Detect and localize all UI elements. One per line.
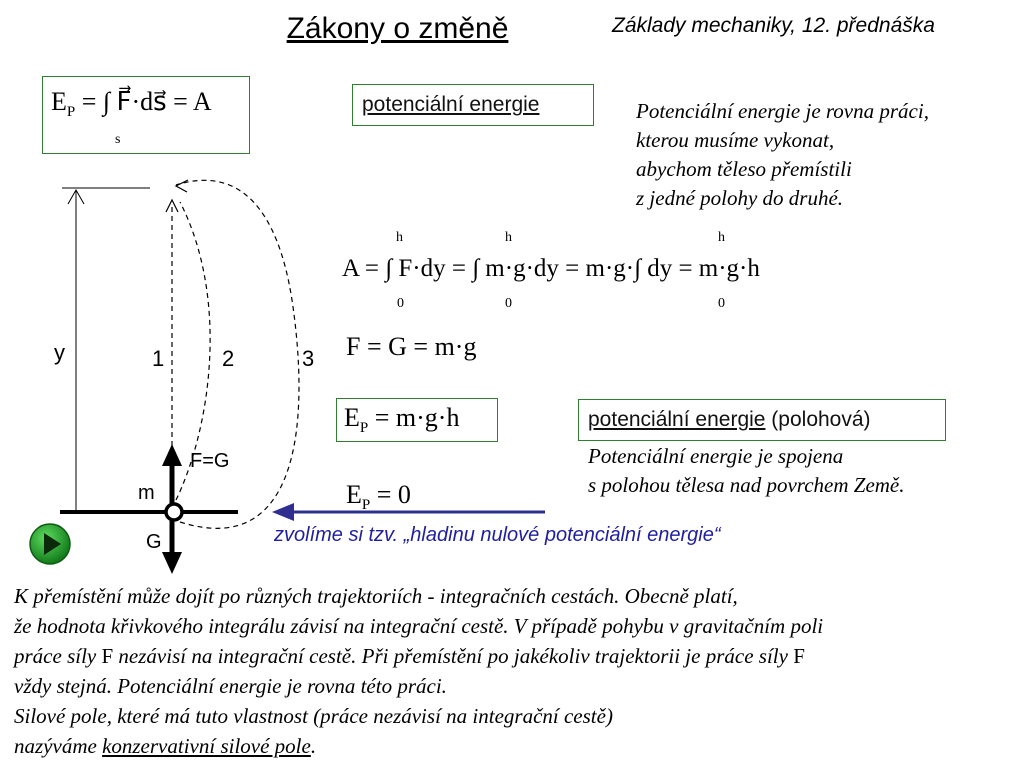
work-upper-2: h <box>505 230 512 245</box>
bottom-line-6a: nazýváme <box>14 734 103 758</box>
bottom-line-5: Silové pole, které má tuto vlastnost (práce nezávisí na integrační cestě) <box>14 704 613 728</box>
formula-top-sub: P <box>66 104 76 121</box>
ep-zero-lhs: E <box>346 480 362 509</box>
work-lower-2: 0 <box>505 296 512 311</box>
play-icon <box>29 523 71 565</box>
gravity-down-arrowhead <box>162 552 182 574</box>
path-1-label: 1 <box>152 346 165 371</box>
potential-energy-label: potenciální energie <box>362 93 540 116</box>
definition-line-2: kterou musíme vykonat, <box>636 128 835 152</box>
path-3 <box>176 180 299 528</box>
ep-sub: P <box>359 420 369 437</box>
y-axis-label: y <box>54 340 65 365</box>
page-title: Zákony o změně <box>286 12 509 45</box>
force-symbol-2: F <box>793 644 805 668</box>
path-2-label: 2 <box>222 346 235 371</box>
definition-line-4: z jedné polohy do druhé. <box>636 186 844 210</box>
bottom-line-6 <box>14 731 1014 761</box>
work-upper-3: h <box>718 230 725 245</box>
bottom-text <box>14 581 1014 761</box>
bottom-line-3b: nezávisí na integrační cestě. Při přemístění po jakékoliv trajektorii je práce síly <box>113 644 794 668</box>
integral-lower-s: s <box>115 132 121 147</box>
zero-level-note: zvolíme si tzv. „hladinu nulové potenciální energie“ <box>274 524 721 546</box>
mass-point <box>166 504 182 520</box>
formula-top-rhs: = ∫ F⃗·ds⃗ = A <box>81 87 212 116</box>
ep-lhs: E <box>344 403 360 432</box>
ep-rhs: = m·g·h <box>374 403 460 432</box>
force-symbol-1: F <box>101 644 114 668</box>
path-3-label: 3 <box>302 346 315 371</box>
force-up-label: F=G <box>190 450 230 472</box>
definition-line-1: Potenciální energie je rovna práci, <box>636 99 929 123</box>
force-up-arrowhead <box>162 444 182 466</box>
positional-line-1: Potenciální energie je spojena <box>588 444 844 468</box>
positional-line-2: s polohou tělesa nad povrchem Země. <box>588 473 905 497</box>
formula-top-lhs: E <box>51 87 67 116</box>
work-lower-3: 0 <box>718 296 725 311</box>
zero-level-arrowhead <box>272 503 294 521</box>
play-button[interactable] <box>29 523 71 565</box>
force-equation: F = G = m·g <box>346 332 477 361</box>
positional-energy-rest: (polohová) <box>765 408 871 431</box>
bottom-line-2: že hodnota křivkového integrálu závisí na integrační cestě. V případě pohybu v gravitačním poli <box>14 614 824 638</box>
bottom-line-1: K přemístění může dojít po různých trajektoriích - integračních cestách. Obecně platí, <box>14 584 738 608</box>
ep-zero-rhs: = 0 <box>376 480 411 509</box>
lecture-label: Základy mechaniky, 12. přednáška <box>612 14 935 37</box>
work-equation: A = ∫ F·dy = ∫ m·g·dy = m·g·∫ dy = m·g·h <box>342 255 760 282</box>
conservative-field-link[interactable]: konzervativní silové pole <box>102 734 311 758</box>
bottom-line-6b: . <box>310 734 317 758</box>
positional-energy-underlined: potenciální energie <box>588 408 766 431</box>
definition-line-3: abychom těleso přemístili <box>636 157 852 181</box>
bottom-line-4: vždy stejná. Potenciální energie je rovna této práci. <box>14 674 447 698</box>
work-upper-1: h <box>396 230 403 245</box>
ep-zero-sub: P <box>361 497 371 514</box>
mass-label: m <box>138 482 155 504</box>
bottom-line-3a: práce síly <box>14 644 102 668</box>
work-lower-1: 0 <box>397 296 404 311</box>
gravity-label: G <box>146 531 162 553</box>
bottom-line-3 <box>14 641 1014 671</box>
